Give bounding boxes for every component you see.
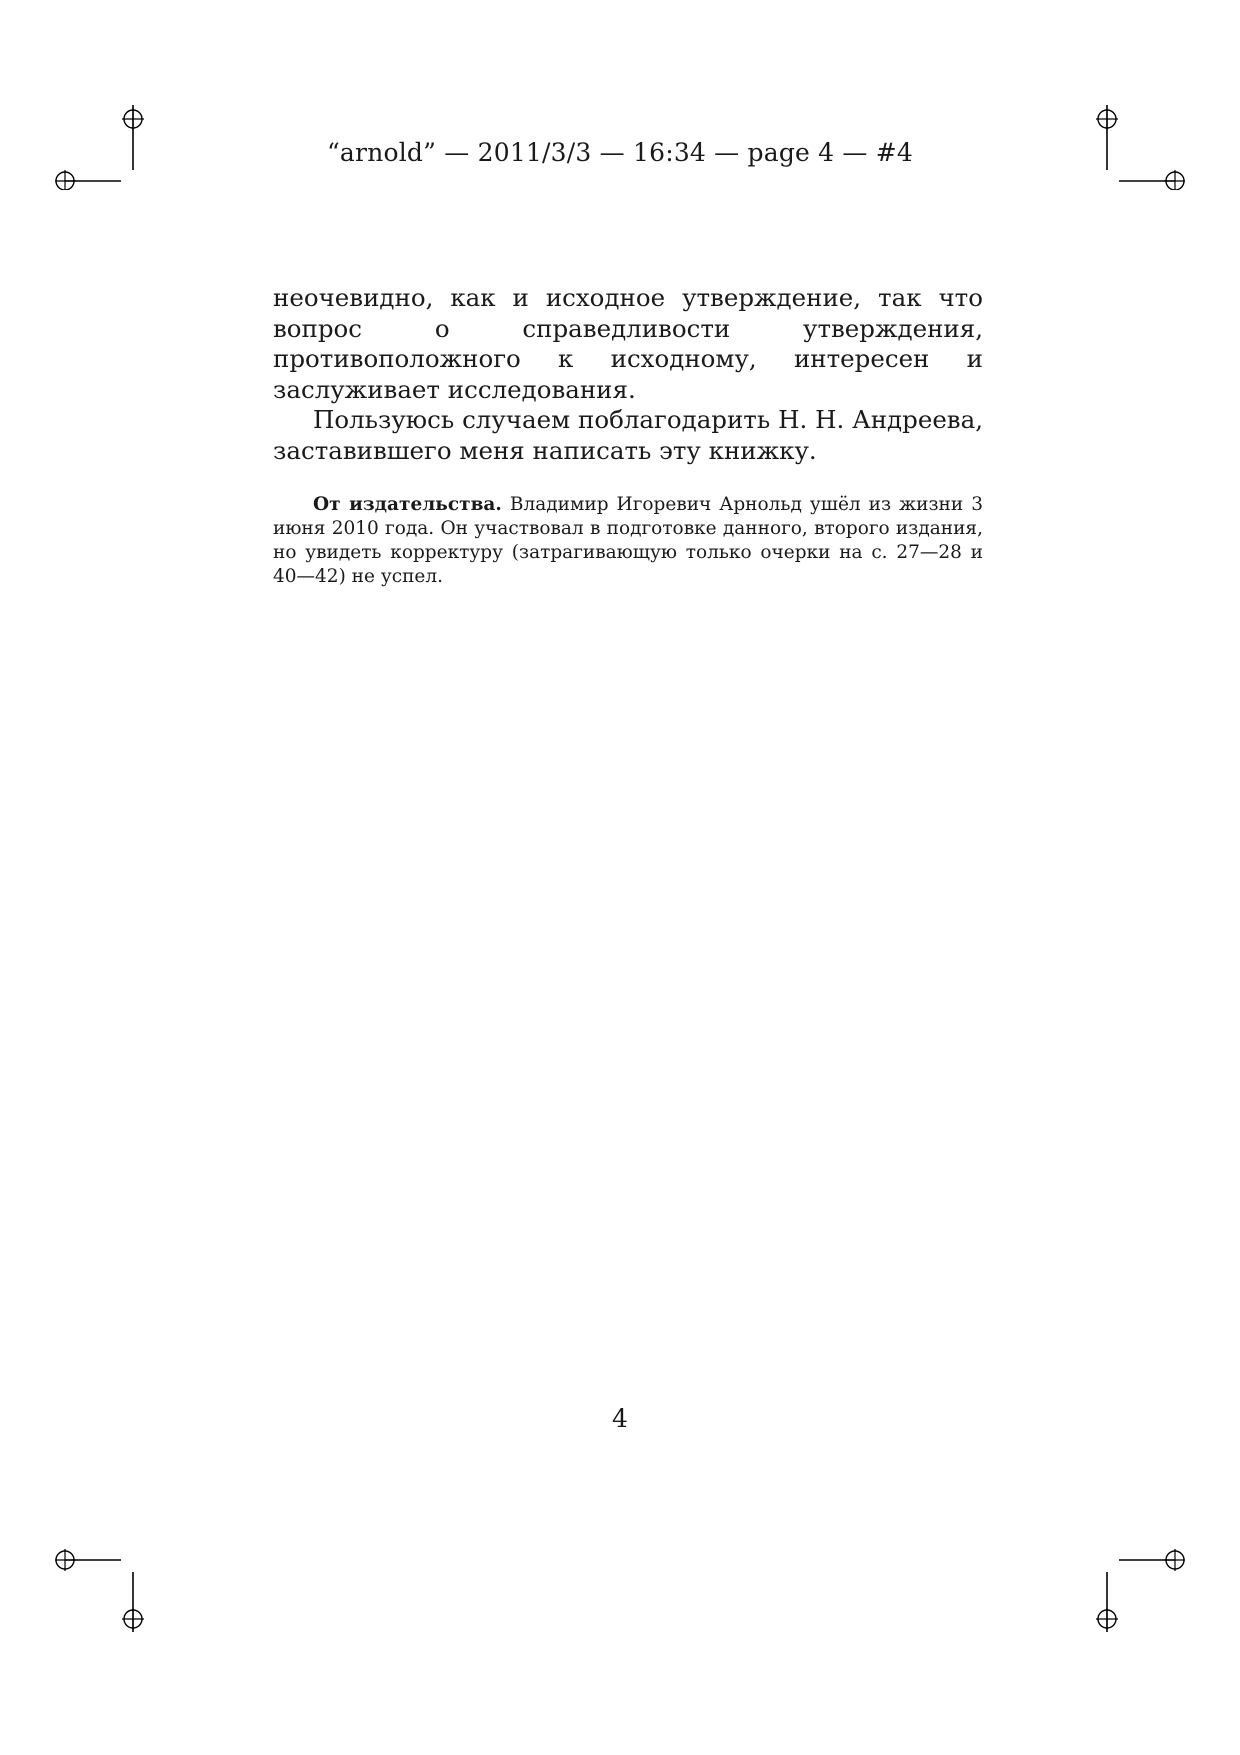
running-head: “arnold” — 2011/3/3 — 16:34 — page 4 — #4: [326, 138, 914, 167]
page-number: 4: [612, 1404, 628, 1433]
crop-mark-bottom-left: [55, 1548, 145, 1633]
main-text: [273, 283, 983, 466]
registration-target-icon: [55, 1548, 145, 1633]
publisher-note-paragraph: [273, 493, 983, 589]
body-paragraph: Пользуюсь случаем поблагодарить Н. Н. Андреева, заставившего меня написать эту книжку.: [273, 405, 983, 465]
publisher-note: [273, 493, 983, 589]
registration-target-icon: [1095, 1548, 1185, 1633]
publisher-note-label: От издательства.: [313, 494, 502, 515]
publisher-note-text: Владимир Игоревич Арнольд ушёл из жизни 3 июня 2010 года. Он участвовал в подготовке данного, второго издания, но увидеть корректуру (затрагивающую только очерки на с. 27—28 и 40—42) не успел.: [273, 494, 983, 587]
body-paragraph: неочевидно, как и исходное утверждение, так что вопрос о справедливости утверждения, противоположного к исходному, интересен и заслуживает исследования.: [273, 283, 983, 404]
crop-mark-bottom-right: [1095, 1548, 1185, 1633]
